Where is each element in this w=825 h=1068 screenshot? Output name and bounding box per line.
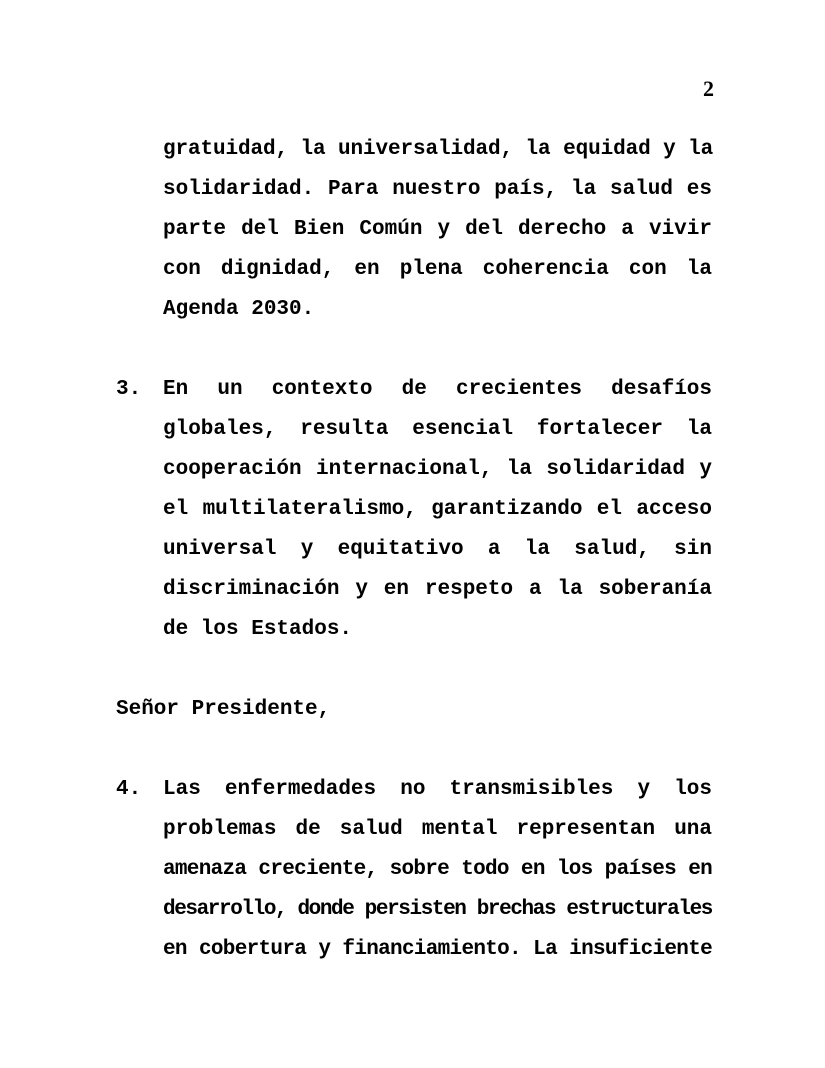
- text-line: universal y equitativo a la salud, sin: [163, 538, 712, 561]
- text-line: parte del Bien Común y del derecho a vivir: [163, 218, 712, 241]
- text-line: Las enfermedades no transmisibles y los: [163, 778, 712, 801]
- text-line: Agenda 2030.: [163, 298, 315, 321]
- text-line: solidaridad. Para nuestro país, la salud es: [163, 178, 712, 201]
- text-line: con dignidad, en plena coherencia con la: [163, 258, 712, 281]
- text-line: cooperación internacional, la solidaridad y: [163, 458, 712, 481]
- paragraph-number: 3.: [116, 378, 142, 401]
- salutation: Señor Presidente,: [116, 698, 331, 721]
- text-line: discriminación y en respeto a la soberanía: [163, 578, 712, 601]
- text-line: el multilateralismo, garantizando el acceso: [163, 498, 712, 521]
- text-line: desarrollo, donde persisten brechas estructurales: [163, 898, 712, 921]
- text-line: problemas de salud mental representan una: [163, 818, 712, 841]
- text-line: de los Estados.: [163, 618, 353, 641]
- paragraph-number: 4.: [116, 778, 142, 801]
- text-line: En un contexto de crecientes desafíos: [163, 378, 712, 401]
- text-line: en cobertura y financiamiento. La insuficiente: [163, 938, 712, 961]
- text-line: gratuidad, la universalidad, la equidad y la: [163, 138, 714, 161]
- text-line: amenaza creciente, sobre todo en los países en: [163, 858, 712, 881]
- text-line: globales, resulta esencial fortalecer la: [163, 418, 712, 441]
- page-number: 2: [703, 76, 714, 101]
